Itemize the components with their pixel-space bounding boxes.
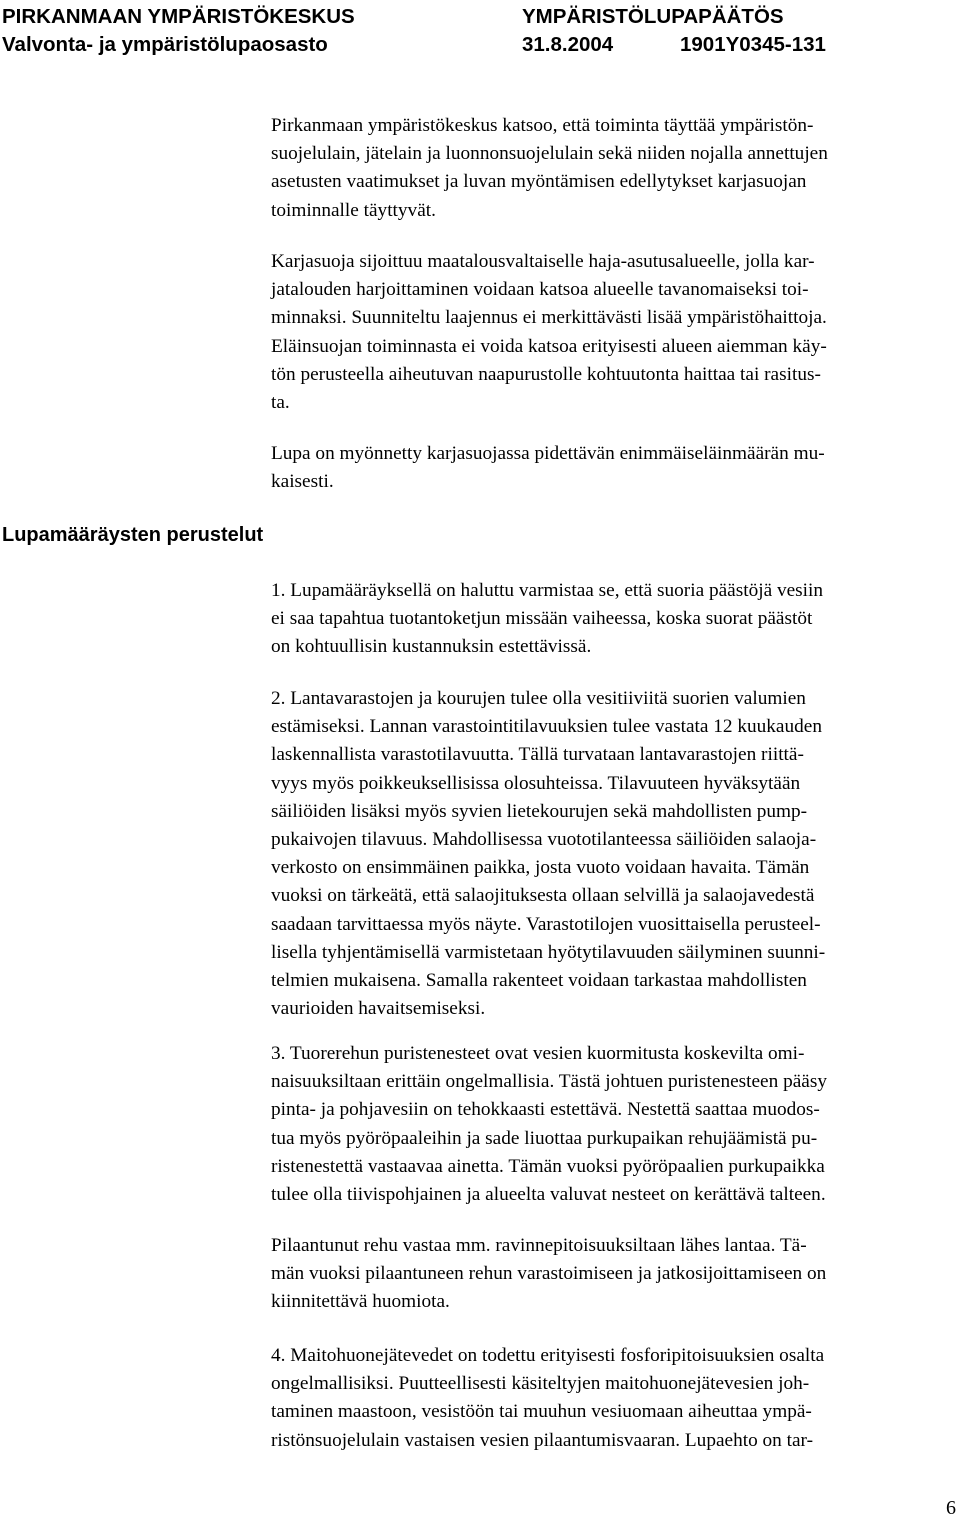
department-name: Valvonta- ja ympäristölupaosasto [2,33,328,56]
paragraph [271,440,960,496]
text-line: toiminnalle täyttyvät. [271,199,436,221]
text-line: säiliöiden lisäksi myös syvien lietekourujen sekä mahdollisten pump- [271,800,808,822]
text-line: estämiseksi. Lannan varastointitilavuuksien tulee vastata 12 kuukauden [271,716,822,738]
text-line: 4. Maitohuonejätevedet on todettu erityisesti fosforipitoisuuksien osalta [271,1345,825,1366]
page-header [0,3,960,59]
text-line: Eläinsuojan toiminnasta ei voida katsoa erityisesti alueen aiemman käy- [271,335,827,357]
text-line: verkosto on ensimmäinen paikka, josta vuoto voidaan havaita. Tämän [271,857,810,879]
paragraph [271,577,960,662]
text-line: vyys myös poikkeuksellisissa olosuhteissa. Tilavuuteen hyväksytään [271,772,801,794]
text-line: jatalouden harjoittaminen voidaan katsoa alueelle tavanomaiseksi toi- [271,279,809,301]
text-line: tua myös pyöröpaaleihin ja sade liuottaa purkupaikan rehujäämistä pu- [271,1127,818,1149]
page-number: 6 [946,1497,956,1519]
text-line: vaurioiden havaitsemiseksi. [271,998,486,1020]
text-line: Karjasuoja sijoittuu maatalousvaltaiselle haja-asutusalueelle, jolla kar- [271,251,815,272]
text-line: tön perusteella aiheutuvan naapurustolle kohtuutonta haittaa tai rasitus- [271,363,821,385]
text-line: on kohtuullisin kustannuksin estettävissä. [271,636,592,658]
text-line: taminen maastoon, vesistöön tai muuhun vesiuomaan aiheuttaa ympä- [271,1401,812,1423]
text-line: suojelulain, jätelain ja luonnonsuojelulain sekä niiden nojalla annettujen [271,143,828,165]
text-line: ta. [271,392,290,414]
text-line: lisella tyhjentämisellä varmistetaan hyötytilavuuden säilyminen suunni- [271,941,826,963]
text-line: Lupa on myönnetty karjasuojassa pidettävän enimmäiseläinmäärän mu- [271,443,825,464]
paragraph [271,112,960,225]
text-line: pukaivojen tilavuus. Mahdollisessa vuototilanteessa säiliöiden salaoja- [271,829,817,851]
paragraph [271,685,960,1023]
text-line: 3. Tuorerehun puristenesteet ovat vesien kuormitusta koskevilta omi- [271,1043,805,1064]
paragraph [271,1342,960,1455]
text-line: kaisesti. [271,471,334,493]
document-date: 31.8.2004 [522,33,614,56]
paragraph [271,1232,960,1317]
text-line: minnaksi. Suunniteltu laajennus ei merkittävästi lisää ympäristöhaittoja. [271,307,827,329]
text-line: män vuoksi pilaantuneen rehun varastoimiseen ja jatkosijoittamiseen on [271,1263,827,1285]
text-line: kiinnitettävä huomiota. [271,1291,450,1313]
text-line: Pilaantunut rehu vastaa mm. ravinnepitoisuuksiltaan lähes lantaa. Tä- [271,1235,807,1256]
document-reference: 1901Y0345-131 [680,33,826,56]
text-line: vuoksi on tärkeätä, että salaojituksesta ollaan selvillä ja salaojavedestä [271,885,815,907]
organization-name: PIRKANMAAN YMPÄRISTÖKESKUS [2,5,355,28]
text-line: asetusten vaatimukset ja luvan myöntämisen edellytykset karjasuojan [271,171,807,193]
text-line: ristönsuojelulain vastaisen vesien pilaantumisvaaran. Lupaehto on tar- [271,1429,814,1451]
text-line: telmien mukaisena. Samalla rakenteet voidaan tarkastaa mahdollisten [271,970,807,992]
document-type: YMPÄRISTÖLUPAPÄÄTÖS [522,5,784,28]
section-heading: Lupamääräysten perustelut [2,524,264,546]
text-line: ristenestettä vastaavaa ainetta. Tämän vuoksi pyöröpaalien purkupaikka [271,1155,825,1177]
text-line: naisuuksiltaan erittäin ongelmallisia. Tästä johtuen puristenesteen pääsy [271,1071,827,1093]
text-line: 2. Lantavarastojen ja kourujen tulee olla vesitiiviitä suorien valumien [271,688,806,709]
text-line: saadaan tarvittaessa myös näyte. Varastotilojen vuosittaisella perusteel- [271,913,821,935]
text-line: tulee olla tiivispohjainen ja alueelta valuvat nesteet on kerättävä talteen. [271,1184,826,1206]
text-line: pinta- ja pohjavesiin on tehokkaasti estettävä. Nestettä saattaa muodos- [271,1099,820,1121]
paragraph [271,1040,960,1209]
text-line: 1. Lupamääräyksellä on haluttu varmistaa se, että suoria päästöjä vesiin [271,580,824,601]
paragraph [271,248,960,417]
text-line: laskennallista varastotilavuutta. Tällä turvataan lantavarastojen riittä- [271,744,804,766]
text-line: Pirkanmaan ympäristökeskus katsoo, että toiminta täyttää ympäristön- [271,115,814,136]
text-line: ei saa tapahtua tuotantoketjun missään vaiheessa, koska suorat päästöt [271,608,813,630]
text-line: ongelmallisiksi. Puutteellisesti käsiteltyjen maitohuonejätevesien joh- [271,1373,810,1395]
